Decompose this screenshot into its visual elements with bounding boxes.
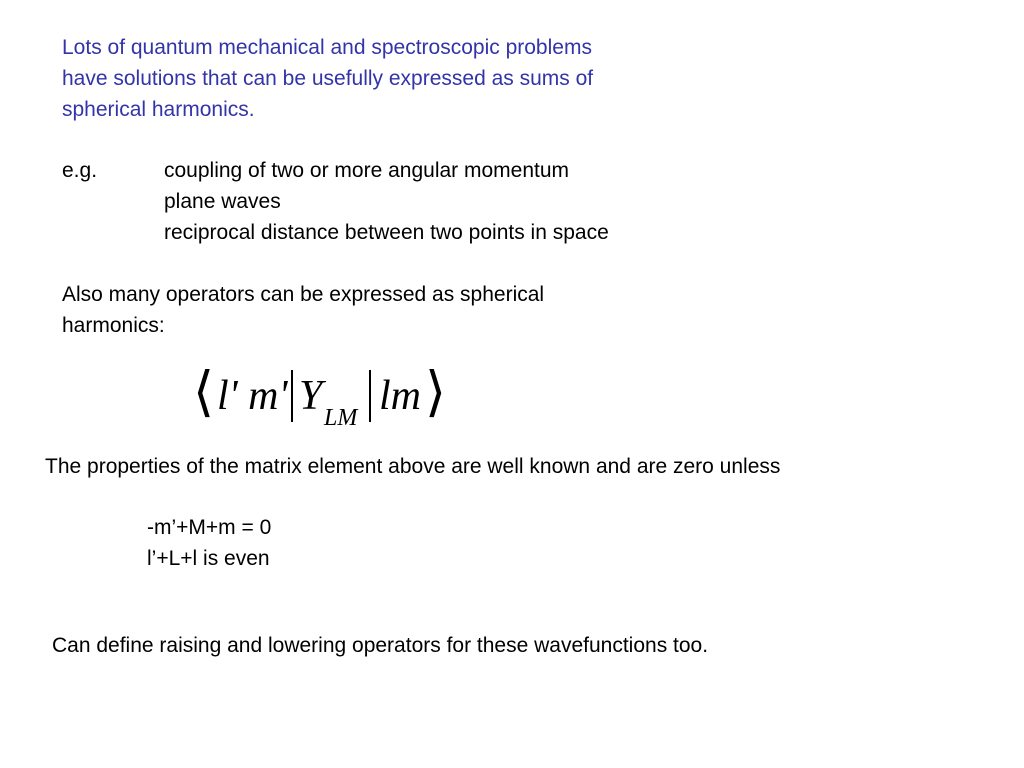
closing-text: Can define raising and lowering operators for these wavefunctions too.	[52, 634, 709, 657]
right-angle-bracket: ⟩	[425, 362, 447, 422]
intro-line-2: have solutions that can be usefully expressed as sums of	[62, 67, 594, 90]
condition-2: l’+L+l is even	[147, 547, 270, 570]
intro-line-1: Lots of quantum mechanical and spectroscopic problems	[62, 36, 592, 59]
bra-quantum-numbers: l' m'	[217, 373, 288, 419]
example-item-3: reciprocal distance between two points in space	[164, 221, 609, 244]
example-item-2: plane waves	[164, 190, 281, 213]
operator-symbol: Y	[299, 373, 323, 419]
operators-line-2: harmonics:	[62, 314, 165, 337]
ket-quantum-numbers: lm	[379, 373, 421, 419]
properties-text: The properties of the matrix element above are well known and are zero unless	[45, 455, 781, 478]
condition-1: -m’+M+m = 0	[147, 516, 272, 539]
ket-separator-bar	[369, 370, 371, 422]
example-item-1: coupling of two or more angular momentum	[164, 159, 570, 182]
operator-subscript: LM	[324, 405, 358, 431]
operators-line-1: Also many operators can be expressed as spherical	[62, 283, 545, 306]
bra-separator-bar	[291, 370, 293, 422]
left-angle-bracket: ⟨	[193, 362, 215, 422]
intro-line-3: spherical harmonics.	[62, 98, 255, 121]
examples-label: e.g.	[62, 159, 98, 182]
